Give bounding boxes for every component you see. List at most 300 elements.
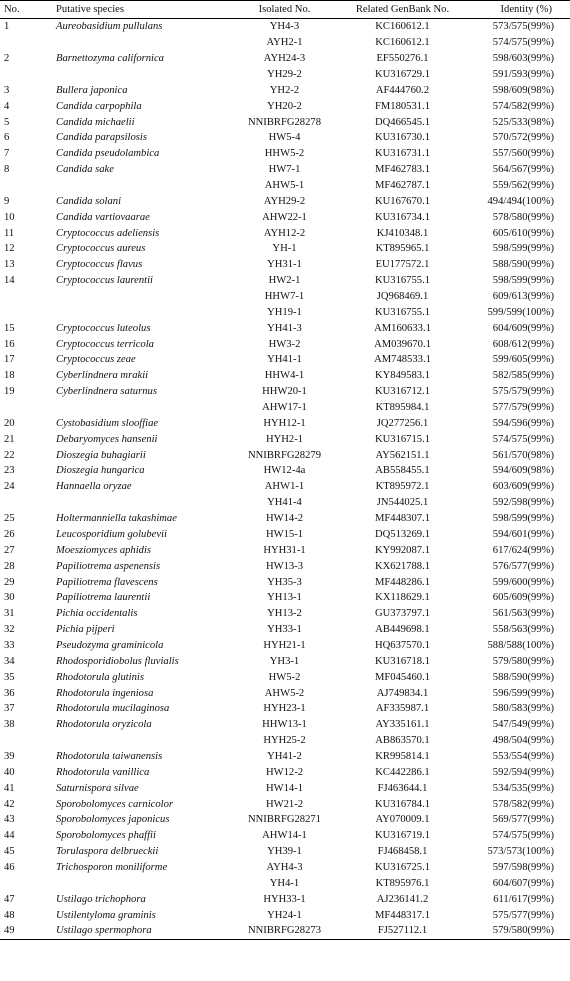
cell-no — [0, 495, 52, 511]
cell-identity: 594/596(99%) — [492, 417, 554, 429]
cell-species: Candida carpophila — [56, 100, 142, 112]
cell-identity: 494/494(100%) — [487, 195, 554, 207]
cell-genbank-no: KC442286.1 — [375, 766, 430, 778]
table-row — [0, 368, 570, 384]
cell-identity: 553/554(99%) — [492, 750, 554, 762]
table-row — [0, 717, 570, 733]
cell-species: Dioszegia buhagiarii — [56, 449, 146, 461]
cell-species: Cryptococcus luteolus — [56, 322, 151, 334]
cell-isolated-no: HW15-1 — [265, 528, 304, 540]
cell-species: Candida solani — [56, 195, 122, 207]
cell-genbank-no: AB449698.1 — [375, 624, 430, 636]
cell-isolated-no: YH-1 — [272, 243, 297, 255]
cell-no: 27 — [4, 544, 15, 556]
cell-no: 29 — [4, 576, 15, 588]
cell-species: Dioszegia hungarica — [56, 465, 145, 477]
cell-identity: 588/588(100%) — [487, 639, 554, 651]
table-row — [0, 812, 570, 828]
cell-genbank-no: KY992087.1 — [374, 544, 431, 556]
cell-species — [52, 304, 228, 320]
header-row — [0, 1, 570, 19]
table-row — [0, 860, 570, 876]
cell-species: Rhodotorula vanillica — [56, 766, 150, 778]
table-row — [0, 384, 570, 400]
cell-identity: 604/607(99%) — [492, 877, 554, 889]
cell-identity: 525/533(98%) — [492, 116, 554, 128]
table-row — [0, 891, 570, 907]
table-row — [0, 542, 570, 558]
cell-genbank-no: DQ513269.1 — [374, 528, 431, 540]
cell-isolated-no: AYH4-3 — [266, 861, 303, 873]
cell-isolated-no: AYH2-1 — [266, 37, 303, 49]
cell-identity: 558/563(99%) — [492, 624, 554, 636]
table-row — [0, 67, 570, 83]
table-row — [0, 653, 570, 669]
cell-identity: 570/572(99%) — [492, 132, 554, 144]
cell-identity: 561/570(98%) — [492, 449, 554, 461]
cell-isolated-no: AHW14-1 — [262, 830, 307, 842]
cell-identity: 534/535(99%) — [492, 782, 554, 794]
cell-genbank-no: KX118629.1 — [375, 592, 430, 604]
cell-species: Candida michaelii — [56, 116, 135, 128]
table-row — [0, 130, 570, 146]
cell-isolated-no: HW12-4a — [263, 465, 306, 477]
cell-no — [0, 875, 52, 891]
cell-identity: 603/609(99%) — [492, 481, 554, 493]
cell-identity: 547/549(99%) — [492, 719, 554, 731]
cell-genbank-no: KU316734.1 — [374, 211, 431, 223]
cell-genbank-no: KR995814.1 — [375, 750, 430, 762]
cell-identity: 596/599(99%) — [492, 687, 554, 699]
cell-identity: 599/599(100%) — [487, 306, 554, 318]
table-row — [0, 146, 570, 162]
header-identity: Identity (%) — [464, 1, 570, 19]
table-row — [0, 193, 570, 209]
cell-identity: 574/575(99%) — [492, 830, 554, 842]
cell-species: Ustilentyloma graminis — [56, 909, 156, 921]
cell-no: 33 — [4, 639, 15, 651]
cell-identity: 592/594(99%) — [492, 766, 554, 778]
cell-isolated-no: HHW13-1 — [262, 719, 307, 731]
cell-identity: 559/562(99%) — [492, 180, 554, 192]
cell-isolated-no: YH41-1 — [267, 354, 302, 366]
table-row — [0, 320, 570, 336]
cell-identity: 597/598(99%) — [492, 861, 554, 873]
cell-no: 32 — [4, 624, 15, 636]
cell-no — [0, 733, 52, 749]
table-row — [0, 495, 570, 511]
cell-genbank-no: KU316725.1 — [374, 861, 431, 873]
table-row — [0, 590, 570, 606]
cell-genbank-no: KX621788.1 — [374, 560, 431, 572]
cell-genbank-no: AB863570.1 — [375, 735, 430, 747]
cell-genbank-no: MF045460.1 — [374, 671, 431, 683]
cell-species: Cyberlindnera mrakii — [56, 370, 149, 382]
cell-genbank-no: AJ236141.2 — [376, 893, 429, 905]
cell-species: Torulaspora delbrueckii — [56, 846, 159, 858]
cell-species — [52, 67, 228, 83]
cell-genbank-no: MF448317.1 — [374, 909, 431, 921]
cell-isolated-no: YH31-1 — [267, 259, 302, 271]
cell-no: 6 — [4, 132, 10, 144]
cell-species: Pichia pijperi — [56, 624, 115, 636]
cell-isolated-no: YH2-2 — [269, 84, 300, 96]
cell-isolated-no: AHW5-1 — [264, 180, 305, 192]
cell-identity: 588/590(99%) — [492, 671, 554, 683]
cell-genbank-no: AF335987.1 — [375, 703, 430, 715]
cell-genbank-no: MF448307.1 — [374, 513, 431, 525]
cell-isolated-no: HYH25-2 — [263, 735, 306, 747]
cell-species: Trichosporon moniliforme — [56, 861, 168, 873]
cell-isolated-no: YH41-2 — [267, 750, 302, 762]
cell-identity: 604/609(99%) — [492, 322, 554, 334]
cell-no — [0, 400, 52, 416]
cell-isolated-no: HHW4-1 — [264, 370, 305, 382]
cell-species: Papiliotrema aspenensis — [56, 560, 161, 572]
table-row — [0, 82, 570, 98]
table-row — [0, 225, 570, 241]
table-row — [0, 114, 570, 130]
cell-genbank-no: KU316755.1 — [374, 306, 431, 318]
table-row — [0, 669, 570, 685]
cell-isolated-no: HHW5-2 — [264, 148, 305, 160]
cell-genbank-no: MF462783.1 — [374, 164, 431, 176]
cell-genbank-no: AY335161.1 — [375, 719, 430, 731]
cell-identity: 575/579(99%) — [492, 386, 554, 398]
cell-species: Cyberlindnera saturnus — [56, 386, 157, 398]
cell-genbank-no: AJ749834.1 — [376, 687, 429, 699]
cell-no: 44 — [4, 830, 15, 842]
cell-genbank-no: AB558455.1 — [375, 465, 430, 477]
cell-species: Papiliotrema laurentii — [56, 592, 151, 604]
cell-species: Sporobolomyces japonicus — [56, 814, 170, 826]
cell-identity: 605/610(99%) — [492, 227, 554, 239]
cell-no: 9 — [4, 195, 10, 207]
cell-no: 46 — [4, 861, 15, 873]
cell-species: Candida sake — [56, 164, 114, 176]
cell-identity: 609/613(99%) — [492, 291, 554, 303]
cell-no: 23 — [4, 465, 15, 477]
cell-no: 7 — [4, 148, 10, 160]
cell-isolated-no: YH4-3 — [269, 21, 300, 33]
table-row — [0, 875, 570, 891]
cell-genbank-no: AM748533.1 — [374, 354, 431, 366]
cell-species: Rhodotorula taiwanensis — [56, 750, 163, 762]
header-no: No. — [0, 1, 52, 19]
cell-genbank-no: DQ466545.1 — [374, 116, 431, 128]
cell-genbank-no: FJ463644.1 — [377, 782, 428, 794]
table-row — [0, 400, 570, 416]
cell-no: 41 — [4, 782, 15, 794]
cell-no: 22 — [4, 449, 15, 461]
cell-genbank-no: JQ277256.1 — [376, 417, 429, 429]
cell-species: Rhodotorula ingeniosa — [56, 687, 154, 699]
cell-isolated-no: HHW20-1 — [262, 386, 307, 398]
cell-species: Pichia occidentalis — [56, 608, 138, 620]
table-row — [0, 209, 570, 225]
table-row — [0, 479, 570, 495]
table-row — [0, 511, 570, 527]
table-row — [0, 162, 570, 178]
cell-genbank-no: AM039670.1 — [374, 338, 431, 350]
table-row — [0, 19, 570, 35]
cell-genbank-no: AF444760.2 — [375, 84, 430, 96]
table-row — [0, 733, 570, 749]
cell-genbank-no: KY849583.1 — [374, 370, 431, 382]
cell-isolated-no: YH35-3 — [267, 576, 302, 588]
cell-identity: 598/599(99%) — [492, 513, 554, 525]
cell-identity: 579/580(99%) — [492, 655, 554, 667]
cell-no: 48 — [4, 909, 15, 921]
cell-isolated-no: NNIBRFG28279 — [248, 449, 321, 461]
cell-genbank-no: KU316731.1 — [374, 148, 431, 160]
table-row — [0, 241, 570, 257]
table-row — [0, 336, 570, 352]
cell-no: 37 — [4, 703, 15, 715]
cell-no — [0, 289, 52, 305]
table-row — [0, 923, 570, 939]
cell-isolated-no: HYH23-1 — [263, 703, 306, 715]
cell-identity: 598/609(98%) — [492, 84, 554, 96]
cell-species: Cryptococcus flavus — [56, 259, 143, 271]
cell-identity: 498/504(99%) — [492, 735, 554, 747]
cell-genbank-no: KU316784.1 — [374, 798, 431, 810]
header-genbank-no: Related GenBank No. — [341, 1, 464, 19]
cell-no: 1 — [4, 21, 10, 33]
cell-species — [52, 400, 228, 416]
cell-isolated-no: HW7-1 — [268, 164, 301, 176]
cell-identity: 598/599(99%) — [492, 243, 554, 255]
cell-species: Cryptococcus aureus — [56, 243, 146, 255]
cell-genbank-no: GU373797.1 — [374, 608, 431, 620]
cell-genbank-no: KC160612.1 — [375, 21, 430, 33]
table-row — [0, 35, 570, 51]
cell-no — [0, 304, 52, 320]
cell-isolated-no: AHW17-1 — [262, 402, 307, 414]
cell-identity: 578/580(99%) — [492, 211, 554, 223]
table-row — [0, 51, 570, 67]
table-row — [0, 463, 570, 479]
table-row — [0, 289, 570, 305]
cell-no: 18 — [4, 370, 15, 382]
cell-genbank-no: JN544025.1 — [376, 497, 429, 509]
cell-identity: 594/601(99%) — [492, 528, 554, 540]
cell-genbank-no: EU177572.1 — [375, 259, 430, 271]
cell-isolated-no: HW12-2 — [265, 766, 304, 778]
cell-isolated-no: HHW7-1 — [264, 291, 305, 303]
cell-species: Aureobasidium pullulans — [56, 21, 163, 33]
table-row — [0, 764, 570, 780]
cell-species: Ustilago trichophora — [56, 893, 146, 905]
cell-genbank-no: KT895965.1 — [375, 243, 430, 255]
cell-genbank-no: AY070009.1 — [375, 814, 430, 826]
cell-isolated-no: YH41-3 — [267, 322, 302, 334]
cell-isolated-no: YH13-2 — [267, 608, 302, 620]
cell-no: 40 — [4, 766, 15, 778]
cell-identity: 599/605(99%) — [492, 354, 554, 366]
table-row — [0, 558, 570, 574]
cell-genbank-no: KT895972.1 — [375, 481, 430, 493]
cell-identity: 561/563(99%) — [492, 608, 554, 620]
cell-species: Rhodotorula mucilaginosa — [56, 703, 170, 715]
cell-identity: 605/609(99%) — [492, 592, 554, 604]
cell-isolated-no: NNIBRFG28273 — [228, 923, 341, 939]
cell-no: 25 — [4, 513, 15, 525]
cell-identity: 578/582(99%) — [492, 798, 554, 810]
cell-species: Pseudozyma graminicola — [56, 639, 164, 651]
table-row — [0, 844, 570, 860]
cell-no: 4 — [4, 100, 10, 112]
table-row — [0, 304, 570, 320]
cell-no: 16 — [4, 338, 15, 350]
cell-genbank-no: FJ468458.1 — [377, 846, 428, 858]
cell-no: 42 — [4, 798, 15, 810]
cell-species: Holtermanniella takashimae — [56, 513, 177, 525]
cell-species: Barnettozyma californica — [56, 53, 164, 65]
table-row — [0, 796, 570, 812]
cell-genbank-no: MF448286.1 — [374, 576, 431, 588]
cell-identity: 598/603(99%) — [492, 53, 554, 65]
cell-isolated-no: YH20-2 — [267, 100, 302, 112]
cell-isolated-no: YH4-1 — [269, 877, 300, 889]
cell-species: Candida pseudolambica — [56, 148, 160, 160]
cell-no: 17 — [4, 354, 15, 366]
cell-identity: 557/560(99%) — [492, 148, 554, 160]
cell-species — [52, 733, 228, 749]
cell-genbank-no: KT895976.1 — [375, 877, 430, 889]
cell-isolated-no: HYH21-1 — [263, 639, 306, 651]
cell-isolated-no: AYH29-2 — [263, 195, 306, 207]
cell-isolated-no: HW14-2 — [265, 513, 304, 525]
cell-identity: 576/577(99%) — [492, 560, 554, 572]
cell-genbank-no: KC160612.1 — [375, 37, 430, 49]
cell-no: 19 — [4, 386, 15, 398]
cell-no: 39 — [4, 750, 15, 762]
cell-isolated-no: HW5-2 — [268, 671, 301, 683]
table-row — [0, 780, 570, 796]
cell-identity: 598/599(99%) — [492, 275, 554, 287]
cell-species — [52, 875, 228, 891]
cell-no: 11 — [4, 227, 15, 239]
cell-genbank-no: MF462787.1 — [374, 180, 431, 192]
table-row — [0, 622, 570, 638]
table-row — [0, 431, 570, 447]
cell-no: 43 — [4, 814, 15, 826]
cell-isolated-no: AHW5-2 — [264, 687, 305, 699]
cell-identity: 574/575(99%) — [492, 37, 554, 49]
table-row — [0, 257, 570, 273]
table-body — [0, 19, 570, 940]
cell-species: Saturnispora silvae — [56, 782, 139, 794]
table-row — [0, 98, 570, 114]
cell-species: Sporobolomyces carnicolor — [56, 798, 174, 810]
cell-no: 8 — [4, 164, 10, 176]
cell-identity: 591/593(99%) — [492, 69, 554, 80]
cell-no: 49 — [0, 923, 52, 939]
cell-identity: 580/583(99%) — [492, 703, 554, 715]
cell-genbank-no: EF550276.1 — [376, 53, 429, 65]
cell-isolated-no: HYH31-1 — [263, 544, 306, 556]
table-row — [0, 178, 570, 194]
cell-isolated-no: AHW1-1 — [264, 481, 305, 493]
cell-identity: 574/582(99%) — [492, 100, 554, 112]
cell-isolated-no: HW3-2 — [268, 338, 301, 350]
cell-species: Rhodotorula oryzicola — [56, 719, 152, 731]
cell-species — [52, 178, 228, 194]
cell-identity: 611/617(99%) — [493, 893, 554, 905]
cell-isolated-no: HW21-2 — [265, 798, 304, 810]
cell-no: 15 — [4, 322, 15, 334]
cell-no: 3 — [4, 84, 10, 96]
cell-isolated-no: HYH33-1 — [263, 893, 306, 905]
cell-no: 36 — [4, 687, 15, 699]
cell-no — [0, 35, 52, 51]
cell-identity: 588/590(99%) — [492, 259, 554, 271]
cell-species — [52, 495, 228, 511]
cell-no: 34 — [4, 655, 15, 667]
cell-species: Cryptococcus zeae — [56, 354, 136, 366]
cell-genbank-no: KU316730.1 — [374, 132, 431, 144]
cell-species: Leucosporidium golubevii — [56, 528, 167, 540]
cell-identity: 594/609(98%) — [492, 465, 554, 477]
cell-isolated-no: HW5-4 — [268, 132, 301, 144]
cell-isolated-no: HYH12-1 — [263, 417, 306, 429]
table-row — [0, 749, 570, 765]
cell-identity: 569/577(99%) — [492, 814, 554, 826]
cell-genbank-no: KJ410348.1 — [376, 227, 429, 239]
cell-no: 28 — [4, 560, 15, 572]
cell-identity: 592/598(99%) — [492, 497, 554, 509]
cell-no: 2 — [4, 53, 10, 65]
cell-no — [0, 178, 52, 194]
cell-isolated-no: YH29-2 — [267, 69, 302, 80]
table-header — [0, 1, 570, 19]
cell-species: Sporobolomyces phaffii — [56, 830, 156, 842]
cell-species: Debaryomyces hansenii — [56, 433, 158, 445]
cell-isolated-no: YH3-1 — [269, 655, 300, 667]
cell-identity: 574/575(99%) — [492, 433, 554, 445]
cell-species: Candida vartiovaarae — [56, 211, 150, 223]
cell-genbank-no: KU316715.1 — [374, 433, 431, 445]
table-row — [0, 685, 570, 701]
cell-no: 14 — [4, 275, 15, 287]
cell-genbank-no: KT895984.1 — [375, 402, 430, 414]
cell-no: 13 — [4, 259, 15, 271]
cell-identity: 599/600(99%) — [492, 576, 554, 588]
cell-species: Cystobasidium slooffiae — [56, 417, 159, 429]
cell-isolated-no: NNIBRFG28271 — [248, 814, 321, 826]
cell-genbank-no: HQ637570.1 — [374, 639, 431, 651]
table-row — [0, 447, 570, 463]
cell-genbank-no: AY562151.1 — [375, 449, 430, 461]
cell-isolated-no: AYH12-2 — [263, 227, 306, 239]
cell-isolated-no: YH19-1 — [267, 306, 302, 318]
table-row — [0, 527, 570, 543]
table-row — [0, 638, 570, 654]
cell-no: 30 — [4, 592, 15, 604]
header-isolated-no: Isolated No. — [228, 1, 341, 19]
table-row — [0, 273, 570, 289]
cell-no: 35 — [4, 671, 15, 683]
cell-no: 45 — [4, 846, 15, 858]
table-row — [0, 606, 570, 622]
table-row — [0, 907, 570, 923]
cell-genbank-no: JQ968469.1 — [376, 291, 429, 303]
cell-species: Cryptococcus adeliensis — [56, 227, 160, 239]
cell-genbank-no: KU316755.1 — [374, 275, 431, 287]
cell-isolated-no: AHW22-1 — [262, 211, 307, 223]
cell-no: 26 — [4, 528, 15, 540]
